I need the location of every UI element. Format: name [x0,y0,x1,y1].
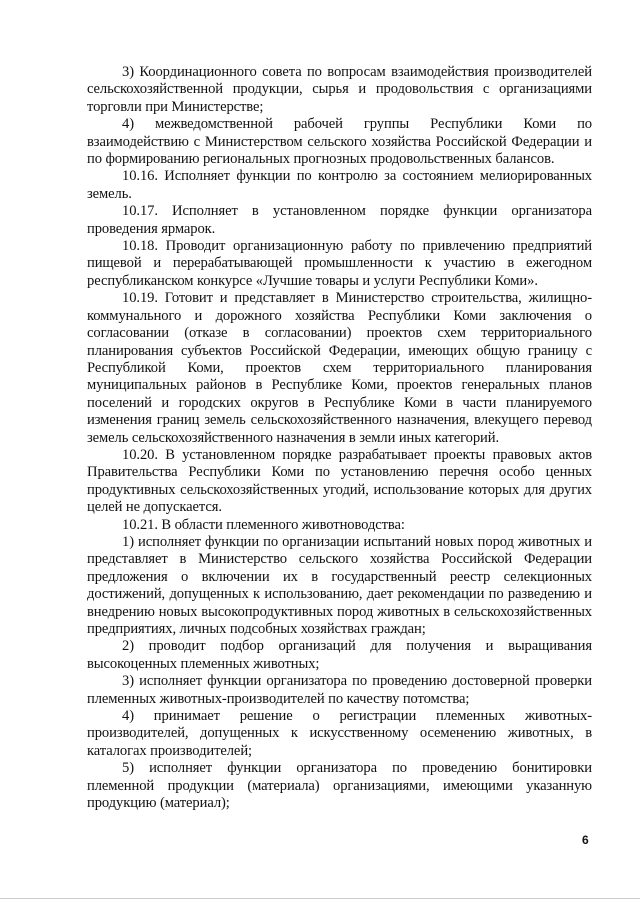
paragraph-10-18: 10.18. Проводит организационную работу по привлечению предприятий пищевой и перерабатывающей промышленности к участию в ежегодном республиканском конкурсе «Лучшие товары и услуги Республики Коми». [87,238,592,289]
paragraph-10-17: 10.17. Исполняет в установленном порядке функции организатора проведения ярмарок. [87,203,592,237]
paragraph-item-4: 4) принимает решение о регистрации племенных животных-производителей, допущенных к искусственному осеменению животных, в каталогах производителей; [87,708,592,759]
paragraph-item-2: 2) проводит подбор организаций для получения и выращивания высокоценных племенных животных; [87,638,592,672]
paragraph-working-group: 4) межведомственной рабочей группы Республики Коми по взаимодействию с Министерством сельского хозяйства Российской Федерации и по формированию региональных прогнозных продовольственных балансов. [87,116,592,168]
paragraph-council: 3) Координационного совета по вопросам взаимодействия производителей сельскохозяйственной продукции, сырья и продовольствия с организациями торговли при Министерстве; [87,64,592,115]
document-body [87,64,592,812]
paragraph-item-3: 3) исполняет функции организатора по проведению достоверной проверки племенных животных-производителей по качеству потомства; [87,673,592,707]
paragraph-10-20: 10.20. В установленном порядке разрабатывает проекты правовых актов Правительства Республики Коми по установлению перечня особо ценных продуктивных сельскохозяйственных угодий, использование которых для других целей не допускается. [87,446,592,516]
paragraph-10-19: 10.19. Готовит и представляет в Министерство строительства, жилищно-коммунального и дорожного хозяйства Республики Коми заключения о согласовании (отказе в согласовании) проектов схем территориального планирования субъектов Российской Федерации, имеющих общую границу с Республикой Коми, проектов схем территориального планирования муниципальных районов в Республике Коми, проектов генеральных планов поселений и городских округов в Республике Коми в части планируемого изменения границ земель сельскохозяйственного назначения, влекущего перевод земель сельскохозяйственного назначения в земли иных категорий. [87,290,592,446]
paragraph-10-16: 10.16. Исполняет функции по контролю за состоянием мелиорированных земель. [87,168,592,202]
paragraph-item-5: 5) исполняет функции организатора по проведению бонитировки племенной продукции (материала) организациями, имеющими указанную продукцию (материал); [87,760,592,812]
page-number: 6 [582,833,589,847]
paragraph-item-1: 1) исполняет функции по организации испытаний новых пород животных и представляет в Министерство сельского хозяйства Российской Федерации предложения о включении их в государственный реестр селекционных достижений, допущенных к использованию, дает рекомендации по разведению и внедрению новых высокопродуктивных пород животных в сельскохозяйственных предприятиях, личных подсобных хозяйствах граждан; [87,533,592,637]
paragraph-10-21: 10.21. В области племенного животноводства: [122,516,405,533]
page-bottom-edge [0,898,640,899]
